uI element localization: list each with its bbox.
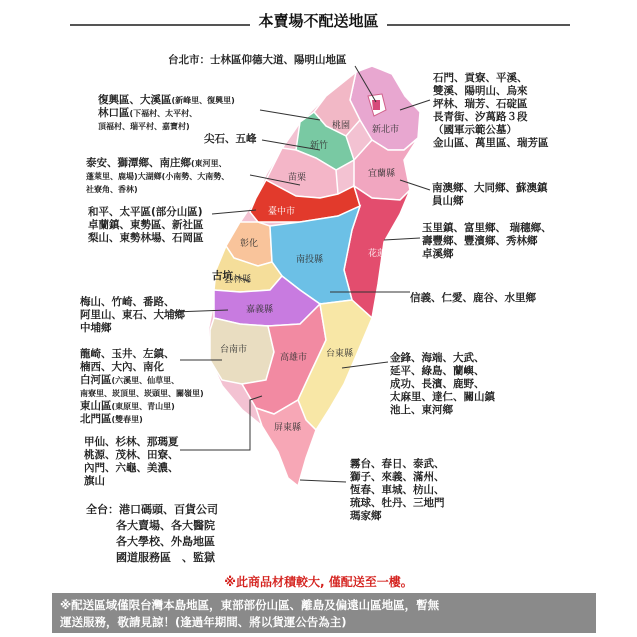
callout-taitung-line: 太麻里、達仁、關山鎮 [390,391,495,403]
callout-taitung-line: 池上、東河鄉 [390,404,453,416]
callout-text: 白河區 [80,374,112,386]
callout-text: 林口區 [98,107,130,119]
island-wide-line: 國道服務區 、監獄 [116,551,215,564]
region-label-miaoli: 苗栗 [288,173,307,183]
callout-chiayi-line: 阿里山、東石、大埔鄉 [80,309,185,321]
island-wide-line: 各大學校、外島地區 [116,535,215,548]
callout-taichung-line: 卓蘭鎮、東勢區、新社區 [88,219,204,231]
callout-newtaipei-line: （國軍示範公墓） [433,124,517,136]
callout-text: 東山區 [80,400,112,412]
region-label-hsinchu: 新竹 [310,141,329,151]
callout-tainan-line: 楠西、大內、南化 [80,361,164,373]
leader-hualien [384,238,420,240]
region-label-changhua: 彰化 [240,239,259,249]
callout-island-wide [86,502,218,566]
callout-chiayi-line: 梅山、竹崎、番路、 [80,296,175,308]
callout-small: (雙春里) [111,415,143,424]
callout-chiayi [80,296,185,335]
region-label-kaohsiung: 高雄市 [280,353,308,363]
callout-miaoli [86,157,229,196]
callout-newtaipei-line: 坪林、瑞芳、石碇區 [433,98,528,110]
callout-hsinchu [98,94,235,133]
callout-taitung-line: 成功、長濱、鹿野、 [390,378,485,390]
callout-tainan-line [80,374,204,387]
footer-notice [52,593,596,633]
callout-newtaipei [433,72,549,150]
callout-hualien-line: 卓溪鄉 [422,248,454,260]
callout-small: (六溪里、仙草里、 [111,376,180,385]
footer-line: 運送服務，敬請見諒！(逢過年期間、將以貨運公告為主) [60,615,347,629]
region-label-tainan: 台南市 [220,345,248,355]
callout-hsinchu-line: 頂福村、瑞平村、嘉寶村) [98,122,190,131]
island-wide-line: 全台：港口碼頭、百貨公司 [86,503,218,516]
callout-small: (東河里、 [191,159,227,168]
callout-small: (下福村、太平村、 [129,109,198,118]
callout-miaoli-line: 社寮角、香林) [86,185,138,194]
callout-taitung [390,352,495,417]
callout-text: 北門區 [80,413,112,425]
callout-hsinchu-line [98,107,235,120]
callout-tainan-line [80,400,204,413]
callout-taitung-line: 延平、綠島、蘭嶼、 [390,365,485,377]
region-label-yunlin: 雲林縣 [224,275,252,285]
callout-yilan-line: 員山鄉 [432,195,464,207]
callout-miaoli-line [86,170,229,183]
region-label-taichung: 臺中市 [268,207,296,217]
callout-kaohsiung-line: 桃源、茂林、田寮、 [84,449,179,461]
callout-gukeng: 古坑 [212,270,233,282]
region-label-hualien: 花蓮縣 [368,249,396,259]
callout-small: (新峰里、復興里) [171,96,235,105]
callout-pingtung-line: 霧台、春日、泰武、 [350,458,445,470]
region-label-taoyuan: 桃園 [332,121,351,131]
volume-note: ※此商品材積較大, 僅配送至一樓。 [224,575,413,589]
callout-yilan [432,182,548,208]
callout-taitung-line: 金鋒、海端、大武、 [390,352,485,364]
region-label-newtaipei: 新北市 [372,125,400,135]
callout-jianshi: 尖石、五峰 [204,133,257,145]
callout-pingtung-line: 獅子、來義、滿州、 [350,471,445,483]
callout-tainan [80,348,204,426]
callout-chiayi-line: 中埔鄉 [80,322,112,334]
callout-kaohsiung-line: 旗山 [84,475,105,487]
callout-pingtung-line: 恆春、車城、枋山、 [350,484,445,496]
callout-small: (東原里、青山里) [111,402,175,411]
region-label-taitung: 台東縣 [326,349,354,359]
region-label-pingtung: 屏東縣 [274,423,302,433]
callout-taipei: 台北市：士林區仰德大道、陽明山地區 [168,54,347,66]
island-wide-line: 各大賣場、各大醫院 [116,519,215,532]
callout-taichung-line: 和平、太平區(部分山區) [88,206,203,218]
callout-hsinchu-line [98,94,235,107]
callout-newtaipei-line: 石門、貢寮、平溪、 [433,72,528,84]
leader-pingtung [300,480,346,482]
callout-taichung-line: 梨山、東勢林場、石岡區 [88,232,204,244]
callout-newtaipei-line: 雙溪、陽明山、烏來 [433,85,528,97]
callout-hualien [422,222,552,261]
callout-hualien-line: 玉里鎮、富里鄉、 瑞穗鄉、 [422,222,552,234]
callout-text: 泰安、獅潭鄉、南庄鄉 [86,157,191,169]
callout-tainan-line: 南寮里、崁頂里、崁頭里、關嶺里) [80,389,204,398]
callout-nantou: 信義、仁愛、鹿谷、水里鄉 [410,292,536,304]
callout-small: 蓬萊里、鹿場)大湖鄉 [86,172,162,181]
region-label-yilan: 宜蘭縣 [368,169,396,179]
page-title: 本賣場不配送地區 [250,12,386,30]
callout-tainan-line [80,413,204,426]
callout-pingtung-line: 瑪家鄉 [350,510,382,522]
callout-yilan-line: 南澳鄉、大同鄉、蘇澳鎮 [432,182,548,194]
callout-small: (小南勢、大南勢、 [161,172,230,181]
callout-kaohsiung-line: 甲仙、杉林、那瑪夏 [84,436,179,448]
callout-kaohsiung-line: 內門、六龜、美濃、 [84,462,179,474]
footer-line: ※配送區域僅限台灣本島地區，東部部份山區、離島及偏遠山區地區，暫無 [60,598,440,612]
callout-tainan-line: 龍崎、玉井、左鎮、 [80,348,175,360]
region-label-nantou: 南投縣 [296,255,324,265]
callout-taichung [88,206,204,245]
callout-miaoli-line [86,157,229,170]
callout-kaohsiung [84,436,179,488]
callout-text: 復興區、大溪區 [98,94,172,106]
callout-newtaipei-line: 長青街、汐萬路３段 [433,111,528,123]
region-label-chiayi: 嘉義縣 [246,305,274,315]
callout-pingtung-line: 琉球、牡丹、三地門 [350,497,445,509]
callout-pingtung [350,458,445,523]
callout-hualien-line: 壽豐鄉、豐濱鄉、秀林鄉 [422,235,538,247]
callout-newtaipei-line: 金山區、萬里區、瑞芳區 [433,137,549,149]
